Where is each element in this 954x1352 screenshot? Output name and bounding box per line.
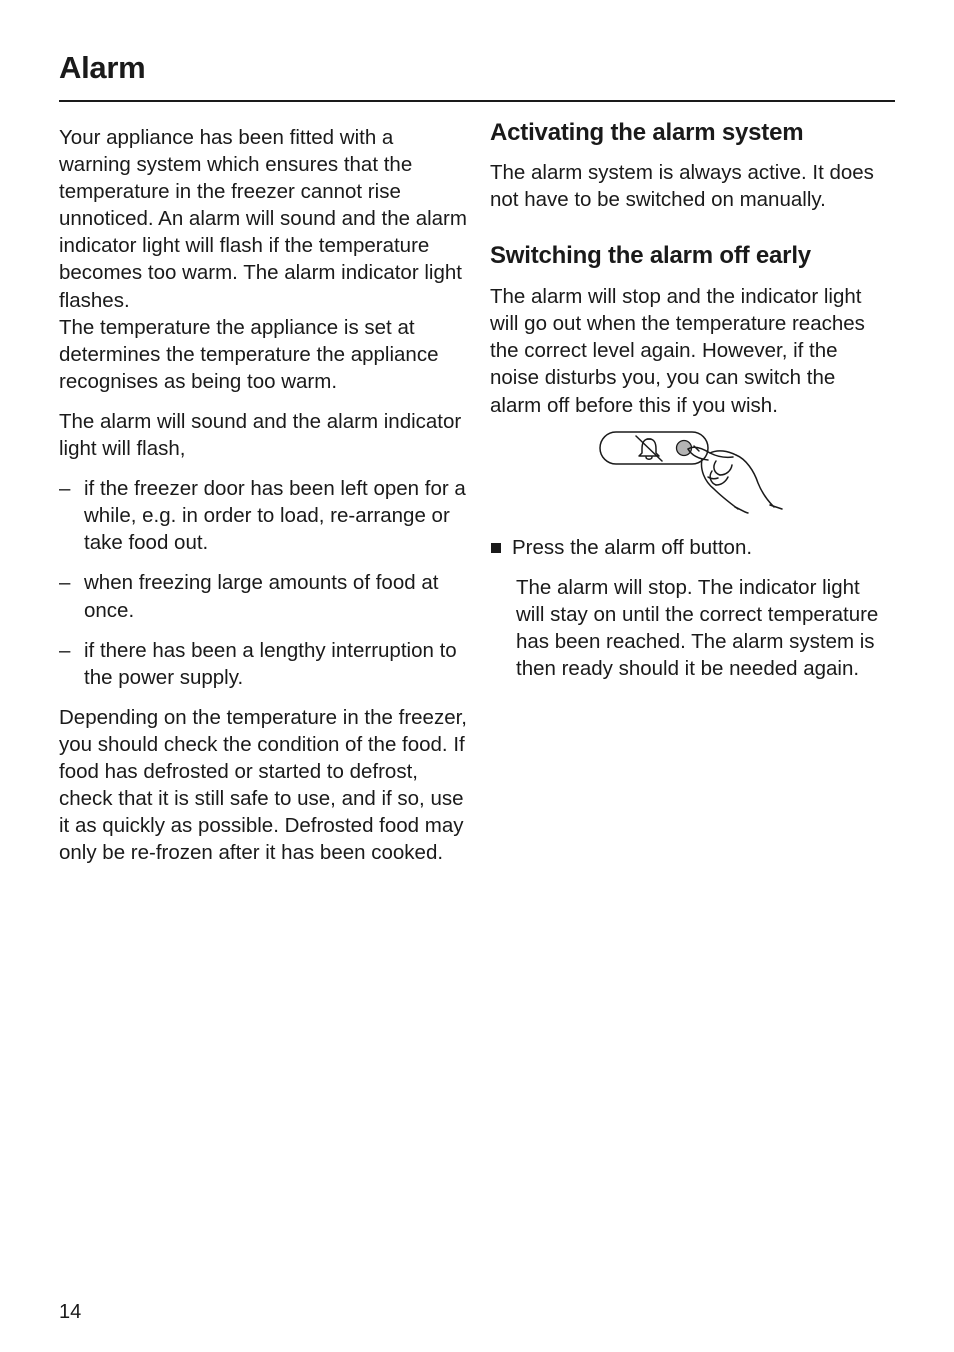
bullet-square-icon (491, 543, 501, 553)
food-check-paragraph: Depending on the temperature in the freezer, you should check the condition of the food. If food has defrosted or started to defrost, check that it is still safe to use, and if so, use it as quickly as possible. Defrosted food may only be re-frozen after it has been cooked. (59, 705, 467, 865)
left-column (59, 124, 469, 866)
result-paragraph: The alarm will stop. The indicator light will stay on until the correct temperature has been reached. The alarm system is then ready should it be needed again. (516, 575, 879, 681)
list-item-text: when freezing large amounts of food at once. (84, 571, 439, 622)
alarm-conditions-list (59, 475, 469, 691)
list-item (59, 637, 469, 691)
list-item (59, 569, 469, 623)
pointing-hand-icon (688, 446, 782, 513)
alarm-lead-paragraph: The alarm will sound and the alarm indicator light will flash, (59, 409, 462, 461)
step-text: Press the alarm off button. (512, 535, 753, 559)
list-item (59, 475, 469, 556)
heading-switching-off: Switching the alarm off early (490, 242, 811, 270)
switching-paragraph: The alarm will stop and the indicator light will go out when the temperature reaches the correct level again. However, if the noise disturbs you, you can switch the alarm off before this if you wish. (490, 285, 865, 417)
dash-marker: – (59, 477, 71, 501)
list-item-text: if the freezer door has been left open for a while, e.g. in order to load, re-arrange or take food out. (84, 477, 466, 555)
intro-paragraph: Your appliance has been fitted with a warning system which ensures that the temperature in the freezer cannot rise unnoticed. An alarm will sound and the alarm indicator light will flash if the temperature becomes too warm. The alarm indicator light flashes. (59, 126, 467, 312)
alarm-off-button-illustration (598, 429, 788, 514)
heading-activating: Activating the alarm system (490, 119, 804, 146)
activating-paragraph: The alarm system is always active. It does not have to be switched on manually. (490, 161, 874, 212)
alarm-off-bell-icon (636, 436, 662, 461)
page-title: Alarm (59, 50, 146, 85)
page-number: 14 (59, 1301, 82, 1323)
intro-paragraph-2: The temperature the appliance is set at determines the temperature the appliance recognises as being too warm. (59, 315, 439, 393)
instruction-step (490, 534, 890, 561)
dash-marker: – (59, 638, 71, 662)
dash-marker: – (59, 571, 71, 595)
list-item-text: if there has been a lengthy interruption to the power supply. (84, 638, 457, 689)
right-column (490, 118, 890, 682)
title-divider (59, 100, 895, 102)
